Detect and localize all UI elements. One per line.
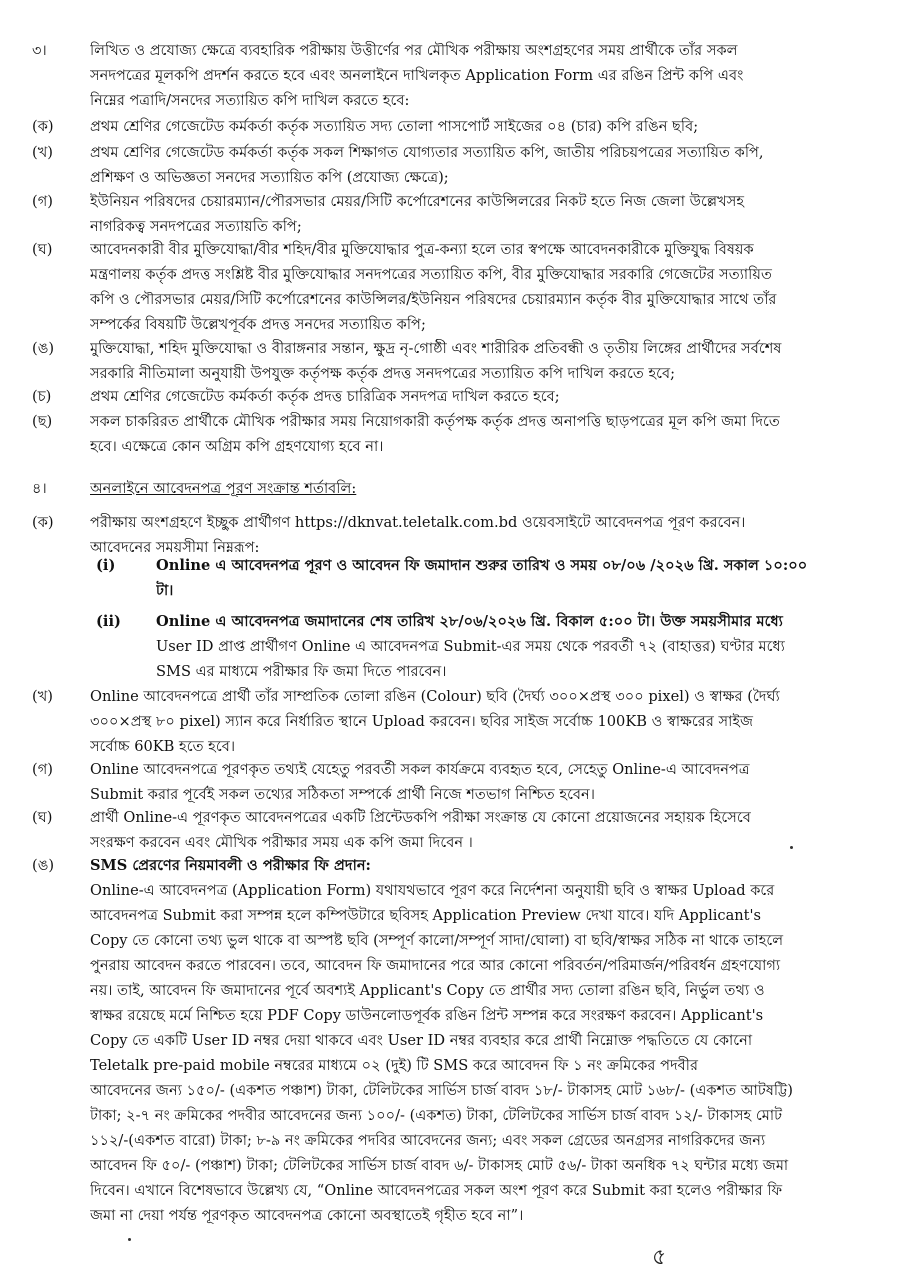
- text-line: প্রথম শ্রেণির গেজেটেড কর্মকর্তা কর্তৃক সত্যায়িত সদ্য তোলা পাসপোর্ট সাইজের ০৪ (চার) কপি রঙিন ছবি;: [90, 118, 699, 135]
- text-line: কপি ও পৌরসভার মেয়র/সিটি কর্পোরেশনের কাউন্সিলর/ইউনিয়ন পরিষদের চেয়ারম্যান কর্তৃক বীর মুক্তিযোদ্ধার সাথে তাঁর: [90, 291, 777, 308]
- scan-speck: [790, 846, 793, 849]
- text-line: জমা না দেয়া পর্যন্ত পূরণকৃত আবেদনপত্র কোনো অবস্থাতেই গৃহীত হবে না”।: [90, 1207, 524, 1224]
- text-line: নয়। তাই, আবেদন ফি জমাদানের পূর্বে অবশ্যই Applicant's Copy তে প্রার্থীর সদ্য তোলা রঙিন ছবি, নির্ভুল তথ্য ও: [90, 982, 765, 999]
- sub-item-label: (i): [96, 557, 116, 574]
- text-line: ১১২/-(একশত বারো) টাকা; ৮-৯ নং ক্রমিকের পদবির আবেদনের জন্য; এবং সকল গ্রেডের অনগ্রসর নাগরিকদের জন্য: [90, 1132, 766, 1149]
- text-line: ইউনিয়ন পরিষদের চেয়ারম্যান/পৌরসভার মেয়র/সিটি কর্পোরেশনের কাউন্সিলরের নিকট হতে নিজ জেলা উল্লেখসহ: [90, 193, 745, 210]
- text-line: সকল চাকরিরত প্রার্থীকে মৌখিক পরীক্ষার সময় নিয়োগকারী কর্তৃপক্ষ কর্তৃক প্রদত্ত অনাপত্তি ছাড়পত্রের মূল কপি জমা দিতে: [90, 413, 780, 430]
- item-label: (চ): [32, 388, 52, 405]
- text-line: আবেদনের সময়সীমা নিম্নরূপ:: [90, 539, 260, 556]
- text-line: আবেদনপত্র Submit করা সম্পন্ন হলে কম্পিউটারে ছবিসহ Application Preview দেখা যাবে। যদি Applicant's: [90, 907, 762, 924]
- sms-fee-heading: SMS প্রেরণের নিয়মাবলী ও পরীক্ষার ফি প্রদান:: [90, 857, 371, 874]
- item-label: (ঙ): [32, 340, 55, 357]
- item-label: (গ): [32, 193, 53, 210]
- text-line: হবে। এক্ষেত্রে কোন অগ্রিম কপি গ্রহণযোগ্য হবে না।: [90, 438, 384, 455]
- text-line: লিখিত ও প্রযোজ্য ক্ষেত্রে ব্যবহারিক পরীক্ষায় উত্তীর্ণের পর মৌখিক পরীক্ষায় অংশগ্রহণের সময় প্রার্থীকে তাঁর সকল: [90, 42, 738, 59]
- text-line: পুনরায় আবেদন করতে পারবেন। তবে, আবেদন ফি জমাদানের পরে আর কোনো পরিবর্তন/পরিমার্জন/পরিবর্ধন গ্রহণযোগ্য: [90, 957, 781, 974]
- text-line: Online আবেদনপত্রে পূরণকৃত তথ্যই যেহেতু পরবর্তী সকল কার্যক্রমে ব্যবহৃত হবে, সেহেতু Online-এ আবেদনপত্র: [90, 761, 750, 778]
- item-label: (ক): [32, 514, 54, 531]
- item-label: (খ): [32, 144, 53, 161]
- text-line: Online এ আবেদনপত্র পূরণ ও আবেদন ফি জমাদান শুরুর তারিখ ও সময় ০৮/০৬ /২০২৬ খ্রি. সকাল ১০:০০: [156, 557, 808, 574]
- text-line: Copy তে কোনো তথ্য ভুল থাকে বা অস্পষ্ট ছবি (সম্পূর্ণ কালো/সম্পূর্ণ সাদা/ঘোলা) বা ছবি/স্বাক্ষর সঠিক না থাকে তাহলে: [90, 932, 784, 949]
- text-line: Online-এ আবেদনপত্র (Application Form) যথাযথভাবে পূরণ করে নির্দেশনা অনুযায়ী ছবি ও স্বাক্ষর Upload করে: [90, 882, 775, 899]
- text-line: সরকারি নীতিমালা অনুযায়ী উপযুক্ত কর্তৃপক্ষ কর্তৃক প্রদত্ত সনদপত্রের সত্যায়িত কপি দাখিল করতে হবে;: [90, 365, 676, 382]
- text-line: টা।: [156, 582, 174, 599]
- page-number: ৫: [652, 1245, 667, 1270]
- text-line: Online এ আবেদনপত্র জমাদানের শেষ তারিখ ২৮/০৬/২০২৬ খ্রি. বিকাল ৫:০০ টা। উক্ত সময়সীমার মধ্যে: [156, 613, 783, 630]
- sub-item-label: (ii): [96, 613, 121, 630]
- item-label: (ঙ): [32, 857, 55, 874]
- section-4-heading: অনলাইনে আবেদনপত্র পূরণ সংক্রান্ত শর্তাবলি:: [90, 480, 357, 497]
- section-4-number: ৪।: [32, 480, 47, 497]
- text-line: আবেদনের জন্য ১৫০/- (একশত পঞ্চাশ) টাকা, টেলিটকের সার্ভিস চার্জ বাবদ ১৮/- টাকাসহ মোট ১৬৮/- (একশত আটষট্টি): [90, 1082, 793, 1099]
- text-line: Copy তে একটি User ID নম্বর দেয়া থাকবে এবং User ID নম্বর ব্যবহার করে প্রার্থী নিম্নোক্ত পদ্ধতিতে যে কোনো: [90, 1032, 753, 1049]
- text-line: মুক্তিযোদ্ধা, শহিদ মুক্তিযোদ্ধা ও বীরাঙ্গনার সন্তান, ক্ষুদ্র নৃ-গোষ্ঠী এবং শারীরিক প্রতিবন্ধী ও তৃতীয় লিঙ্গের প্রার্থীদের সর্বশেষ: [90, 340, 782, 357]
- scan-speck: [128, 1238, 131, 1241]
- item-label: (ঘ): [32, 241, 53, 258]
- item-label: (গ): [32, 761, 53, 778]
- text-line: নিম্নের পত্রাদি/সনদের সত্যায়িত কপি দাখিল করতে হবে:: [90, 92, 410, 109]
- text-line: Online আবেদনপত্রে প্রার্থী তাঁর সাম্প্রতিক তোলা রঙিন (Colour) ছবি (দৈর্ঘ্য ৩০০×প্রস্থ ৩০০ pixel) ও স্বাক্ষর (দৈর্ঘ্য: [90, 688, 780, 705]
- text-line: প্রশিক্ষণ ও অভিজ্ঞতা সনদের সত্যায়িত কপি (প্রযোজ্য ক্ষেত্রে);: [90, 169, 449, 186]
- item-label: (ঘ): [32, 809, 53, 826]
- text-line: User ID প্রাপ্ত প্রার্থীগণ Online এ আবেদনপত্র Submit-এর সময় থেকে পরবর্তী ৭২ (বাহাত্তর) ঘণ্টার মধ্যে: [156, 638, 785, 655]
- text-line: নাগরিকত্ব সনদপত্রের সত্যায়তি কপি;: [90, 218, 302, 235]
- text-line: পরীক্ষায় অংশগ্রহণে ইচ্ছুক প্রার্থীগণ https://dknvat.teletalk.com.bd ওয়েবসাইটে আবেদনপত্র পূরণ করবেন।: [90, 514, 746, 531]
- text-line: সর্বোচ্চ 60KB হতে হবে।: [90, 738, 236, 755]
- text-line: আবেদনকারী বীর মুক্তিযোদ্ধা/বীর শহিদ/বীর মুক্তিযোদ্ধার পুত্র-কন্যা হলে তার স্বপক্ষে আবেদনকারীকে মুক্তিযুদ্ধ বিষয়ক: [90, 241, 754, 258]
- text-line: মন্ত্রণালয় কর্তৃক প্রদত্ত সংশ্লিষ্ট বীর মুক্তিযোদ্ধার সনদপত্রের সত্যায়িত কপি, বীর মুক্তিযোদ্ধার সরকারি গেজেটের সত্যায়িত: [90, 266, 772, 283]
- text-line: প্রথম শ্রেণির গেজেটেড কর্মকর্তা কর্তৃক সকল শিক্ষাগত যোগ্যতার সত্যায়িত কপি, জাতীয় পরিচয়পত্রের সত্যায়িত কপি,: [90, 144, 764, 161]
- section-3-number: ৩।: [32, 42, 47, 59]
- text-line: স্বাক্ষর রয়েছে মর্মে নিশ্চিত হয়ে PDF Copy ডাউনলোডপূর্বক রঙিন প্রিন্ট সম্পন্ন করে সংরক্ষণ করবেন। Applicant's: [90, 1007, 764, 1024]
- text-line: আবেদন ফি ৫০/- (পঞ্চাশ) টাকা; টেলিটকের সার্ভিস চার্জ বাবদ ৬/- টাকাসহ মোট ৫৬/- টাকা অনধিক ৭২ ঘন্টার মধ্যে জমা: [90, 1157, 789, 1174]
- text-line: দিবেন। এখানে বিশেষভাবে উল্লেখ্য যে, “Online আবেদনপত্রের সকল অংশ পূরণ করে Submit করা হলেও পরীক্ষার ফি: [90, 1182, 783, 1199]
- item-label: (ছ): [32, 413, 53, 430]
- item-label: (খ): [32, 688, 53, 705]
- text-line: সম্পর্কের বিষয়টি উল্লেখপূর্বক প্রদত্ত সনদের সত্যায়িত কপি;: [90, 316, 426, 333]
- text-line: Teletalk pre-paid mobile নম্বরের মাধ্যমে ০২ (দুই) টি SMS করে আবেদন ফি ১ নং ক্রমিকের পদবীর: [90, 1057, 698, 1074]
- text-line: টাকা; ২-৭ নং ক্রমিকের পদবীর আবেদনের জন্য ১০০/- (একশত) টাকা, টেলিটকের সার্ভিস চার্জ বাবদ ১২/- টাকাসহ মোট: [90, 1107, 783, 1124]
- text-line: Submit করার পূর্বেই সকল তথ্যের সঠিকতা সম্পর্কে প্রার্থী নিজে শতভাগ নিশ্চিত হবেন।: [90, 786, 595, 803]
- text-line: প্রার্থী Online-এ পূরণকৃত আবেদনপত্রের একটি প্রিন্টেডকপি পরীক্ষা সংক্রান্ত যে কোনো প্রয়োজনের সহায়ক হিসেবে: [90, 809, 751, 826]
- text-line: SMS এর মাধ্যমে পরীক্ষার ফি জমা দিতে পারবেন।: [156, 663, 447, 680]
- text-line: সনদপত্রের মূলকপি প্রদর্শন করতে হবে এবং অনলাইনে দাখিলকৃত Application Form এর রঙিন প্রিন্ট কপি এবং: [90, 67, 744, 84]
- text-line: প্রথম শ্রেণির গেজেটেড কর্মকর্তা কর্তৃক প্রদত্ত চারিত্রিক সনদপত্র দাখিল করতে হবে;: [90, 388, 560, 405]
- text-line: সংরক্ষণ করবেন এবং মৌখিক পরীক্ষার সময় এক কপি জমা দিবেন ।: [90, 834, 473, 851]
- item-label: (ক): [32, 118, 54, 135]
- section-3-text: [90, 38, 872, 113]
- text-line: ৩০০×প্রস্থ ৮০ pixel) স্যান করে নির্ধারিত স্থানে Upload করবেন। ছবির সাইজ সর্বোচ্চ 100KB ও স্বাক্ষরের সাইজ: [90, 713, 754, 730]
